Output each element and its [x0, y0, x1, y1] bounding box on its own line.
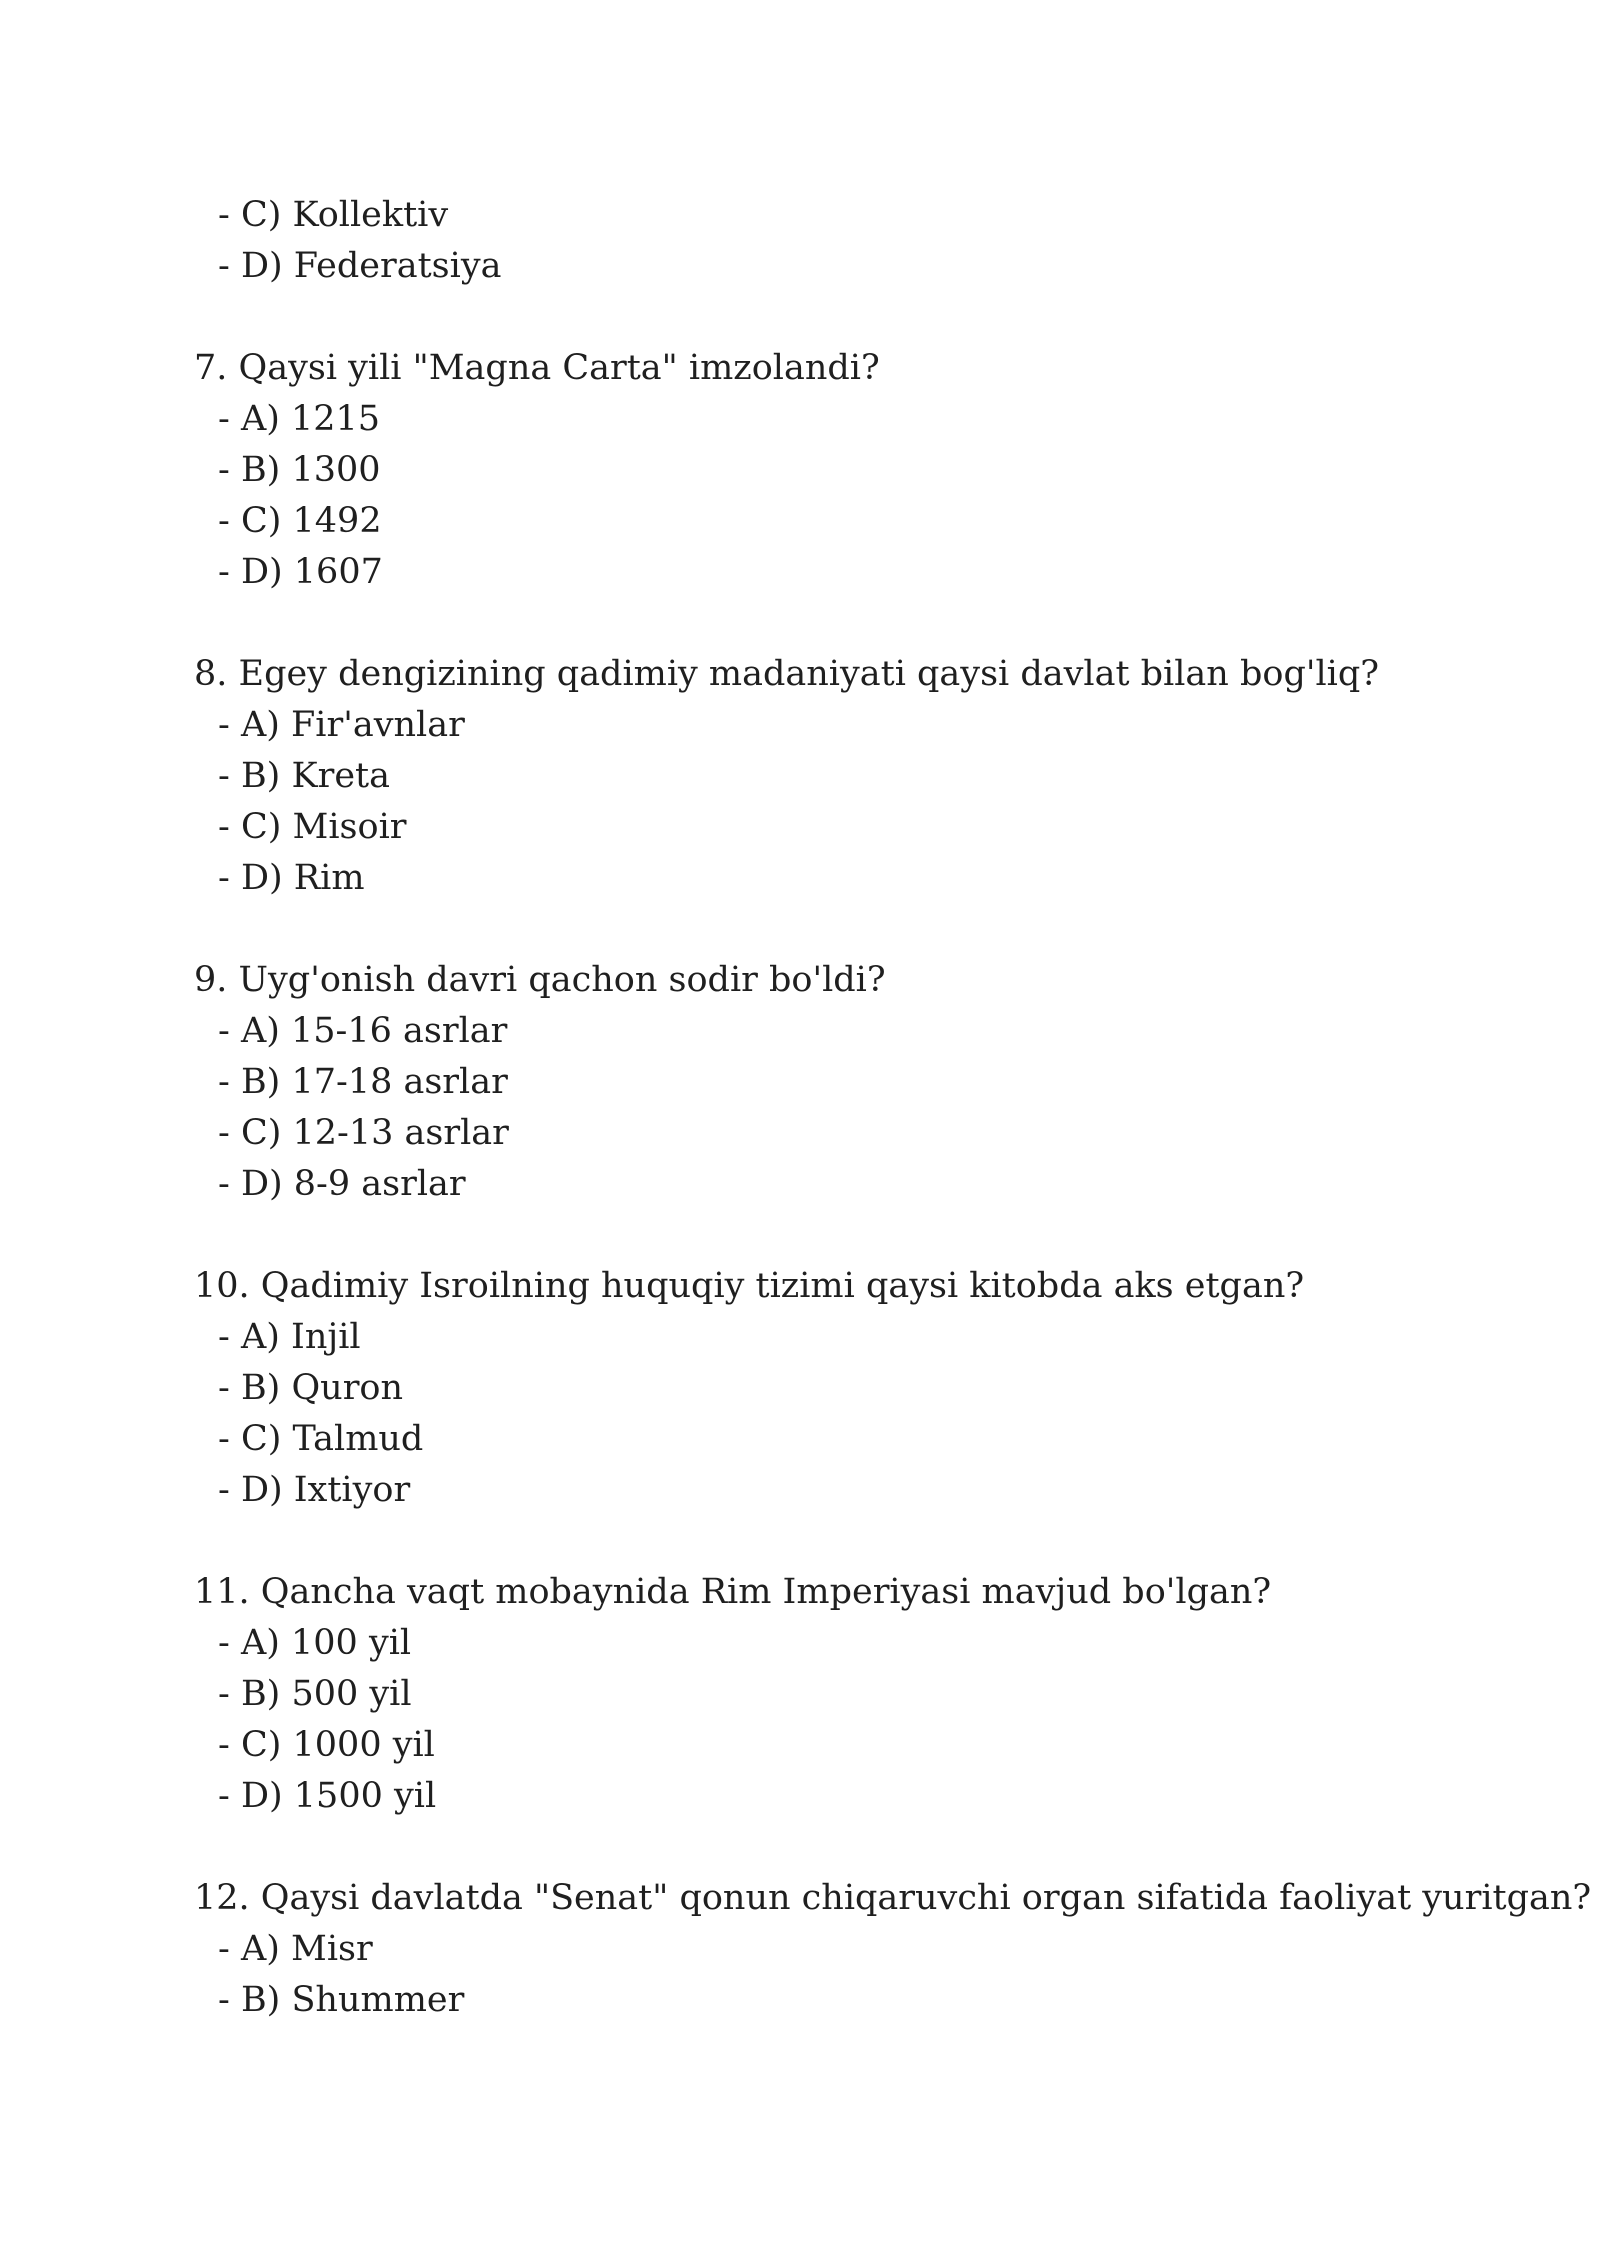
option-line: - C) Kollektiv	[218, 195, 449, 235]
option-line: - D) 1607	[218, 552, 383, 592]
option-line: - A) 100 yil	[218, 1623, 412, 1663]
option-line: - D) Ixtiyor	[218, 1470, 411, 1510]
option-line: - C) 1000 yil	[218, 1725, 435, 1765]
option-line: - B) 1300	[218, 450, 381, 490]
option-line: - B) 500 yil	[218, 1674, 412, 1714]
question-7: 7. Qaysi yili "Magna Carta" imzolandi?	[194, 348, 880, 388]
option-line: - A) Fir'avnlar	[218, 705, 465, 745]
option-line: - A) Misr	[218, 1929, 373, 1969]
question-9: 9. Uyg'onish davri qachon sodir bo'ldi?	[194, 960, 886, 1000]
option-line: - B) Shummer	[218, 1980, 465, 2020]
option-line: - C) 1492	[218, 501, 382, 541]
option-line: - B) Quron	[218, 1368, 404, 1408]
option-line: - D) Rim	[218, 858, 365, 898]
option-line: - D) Federatsiya	[218, 246, 502, 286]
question-10: 10. Qadimiy Isroilning huquqiy tizimi qaysi kitobda aks etgan?	[194, 1266, 1305, 1306]
option-line: - B) Kreta	[218, 756, 390, 796]
question-8: 8. Egey dengizining qadimiy madaniyati qaysi davlat bilan bog'liq?	[194, 654, 1380, 694]
question-11: 11. Qancha vaqt mobaynida Rim Imperiyasi mavjud bo'lgan?	[194, 1572, 1272, 1612]
option-line: - C) Misoir	[218, 807, 407, 847]
option-line: - C) Talmud	[218, 1419, 424, 1459]
question-12: 12. Qaysi davlatda "Senat" qonun chiqaruvchi organ sifatida faoliyat yuritgan?	[194, 1878, 1592, 1918]
option-line: - A) 15-16 asrlar	[218, 1011, 508, 1051]
option-line: - D) 1500 yil	[218, 1776, 437, 1816]
option-line: - A) Injil	[218, 1317, 361, 1357]
option-line: - C) 12-13 asrlar	[218, 1113, 509, 1153]
option-line: - A) 1215	[218, 399, 381, 439]
option-line: - D) 8-9 asrlar	[218, 1164, 466, 1204]
option-line: - B) 17-18 asrlar	[218, 1062, 508, 1102]
